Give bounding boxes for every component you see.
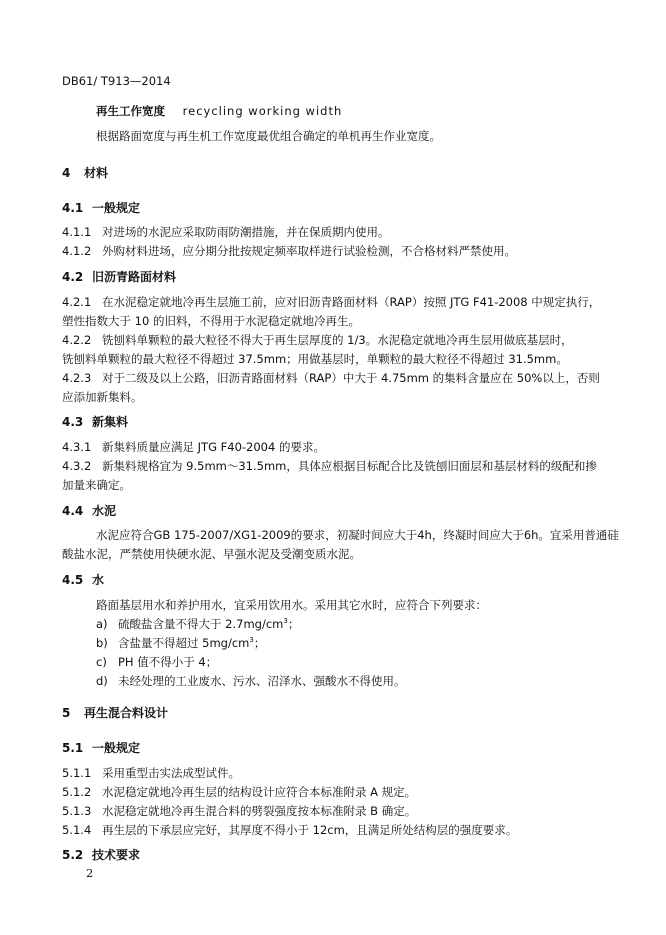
list-marker: b) xyxy=(96,636,108,650)
clause-5-1-3 xyxy=(62,804,416,818)
section-5-2-heading xyxy=(62,848,140,862)
term-title-zh: 再生工作宽度 xyxy=(96,104,165,118)
clause-5-1-4 xyxy=(62,823,517,837)
section-4-3-heading xyxy=(62,415,128,429)
section-4-5-heading xyxy=(62,573,104,587)
clause-5-1-1 xyxy=(62,766,240,780)
superscript: 3 xyxy=(249,636,254,644)
subsection-number: 4.5 xyxy=(62,573,84,587)
section-title: 再生混合料设计 xyxy=(84,706,169,720)
section-number: 5 xyxy=(62,706,71,720)
term-definition: 根据路面宽度与再生机工作宽度最优组合确定的单机再生作业宽度。 xyxy=(96,129,441,143)
paragraph-4-5-intro: 路面基层用水和养护用水，宜采用饮用水。采用其它水时，应符合下列要求： xyxy=(96,598,487,612)
list-text: 未经处理的工业废水、污水、沼泽水、强酸水不得使用。 xyxy=(118,674,406,688)
clause-number: 4.2.1 xyxy=(62,295,92,309)
clause-4-2-3 xyxy=(62,371,600,385)
subsection-title: 水泥 xyxy=(92,504,117,518)
clause-number: 5.1.2 xyxy=(62,785,92,799)
subsection-title: 水 xyxy=(92,573,105,587)
clause-text: 新集料质量应满足 JTG F40-2004 的要求。 xyxy=(102,440,325,454)
section-number: 4 xyxy=(62,166,71,180)
subsection-title: 技术要求 xyxy=(92,848,141,862)
clause-4-1-2 xyxy=(62,244,516,258)
clause-text: 在水泥稳定就地冷再生层施工前，应对旧沥青路面材料（RAP）按照 JTG F41-2008 中规定执行， xyxy=(102,295,601,309)
clause-4-2-2-cont: 铣刨料单颗粒的最大粒径不得超过 37.5mm；用做基层时，单颗粒的最大粒径不得超过 31.5mm。 xyxy=(62,352,568,366)
list-text-tail: ； xyxy=(287,617,300,631)
clause-text: 新集料规格宜为 9.5mm～31.5mm，具体应根据目标配合比及铣刨旧面层和基层材料的级配和掺 xyxy=(102,459,597,473)
subsection-number: 4.1 xyxy=(62,201,84,215)
subsection-number: 4.4 xyxy=(62,504,84,518)
clause-text: 对进场的水泥应采取防雨防潮措施，并在保质期内使用。 xyxy=(102,225,390,239)
subsection-title: 旧沥青路面材料 xyxy=(92,270,177,284)
list-item xyxy=(96,617,299,631)
document-number: DB61/ T913—2014 xyxy=(62,74,171,88)
clause-number: 4.1.1 xyxy=(62,225,92,239)
list-marker: a) xyxy=(96,617,108,631)
clause-4-3-2 xyxy=(62,459,597,473)
clause-text: 外购材料进场，应分期分批按规定频率取样进行试验检测，不合格材料严禁使用。 xyxy=(102,244,516,258)
term-title xyxy=(96,104,342,118)
clause-4-3-1 xyxy=(62,440,325,454)
section-5-heading xyxy=(62,706,168,720)
term-title-en: recycling working width xyxy=(182,104,343,118)
section-4-1-heading xyxy=(62,201,140,215)
subsection-title: 新集料 xyxy=(92,415,129,429)
clause-5-1-2 xyxy=(62,785,416,799)
list-marker: d) xyxy=(96,674,108,688)
subsection-number: 5.1 xyxy=(62,741,84,755)
subsection-title: 一般规定 xyxy=(92,741,141,755)
clause-4-2-2 xyxy=(62,333,573,347)
list-item xyxy=(96,674,406,688)
subsection-title: 一般规定 xyxy=(92,201,141,215)
section-4-2-heading xyxy=(62,270,176,284)
clause-text: 水泥稳定就地冷再生混合料的劈裂强度按本标准附录 B 确定。 xyxy=(102,804,417,818)
clause-text: 水泥稳定就地冷再生层的结构设计应符合本标准附录 A 规定。 xyxy=(102,785,417,799)
page-number: 2 xyxy=(86,866,94,880)
clause-number: 5.1.3 xyxy=(62,804,92,818)
clause-number: 4.3.1 xyxy=(62,440,92,454)
clause-text: 采用重型击实法成型试件。 xyxy=(102,766,240,780)
list-text-tail: ； xyxy=(253,636,266,650)
subsection-number: 4.2 xyxy=(62,270,84,284)
list-text: 含盐量不得超过 5mg/cm xyxy=(118,636,250,650)
clause-4-3-2-cont: 加量来确定。 xyxy=(62,478,131,492)
paragraph-4-4-line2: 酸盐水泥，严禁使用快硬水泥、早强水泥及受潮变质水泥。 xyxy=(62,547,361,561)
paragraph-4-4-line1: 水泥应符合GB 175-2007/XG1-2009的要求，初凝时间应大于4h，终凝时间应大于6h。宜采用普通硅 xyxy=(96,528,619,542)
clause-number: 5.1.4 xyxy=(62,823,92,837)
clause-number: 5.1.1 xyxy=(62,766,92,780)
clause-text: 再生层的下承层应完好，其厚度不得小于 12cm，且满足所处结构层的强度要求。 xyxy=(102,823,518,837)
list-marker: c) xyxy=(96,655,107,669)
list-item xyxy=(96,636,265,650)
superscript: 3 xyxy=(283,617,288,625)
clause-4-2-1 xyxy=(62,295,600,309)
section-title: 材料 xyxy=(84,166,109,180)
subsection-number: 4.3 xyxy=(62,415,84,429)
list-text: 硫酸盐含量不得大于 2.7mg/cm xyxy=(118,617,284,631)
clause-text: 对于二级及以上公路，旧沥青路面材料（RAP）中大于 4.75mm 的集料含量应在 50%以上，否则 xyxy=(102,371,600,385)
clause-number: 4.2.2 xyxy=(62,333,92,347)
section-4-heading xyxy=(62,166,108,180)
list-item xyxy=(96,655,217,669)
clause-number: 4.1.2 xyxy=(62,244,92,258)
clause-4-1-1 xyxy=(62,225,390,239)
clause-text: 铣刨料单颗粒的最大粒径不得大于再生层厚度的 1/3。水泥稳定就地冷再生层用做底基层时， xyxy=(102,333,573,347)
clause-number: 4.2.3 xyxy=(62,371,92,385)
list-text: PH 值不得小于 4； xyxy=(118,655,218,669)
section-5-1-heading xyxy=(62,741,140,755)
clause-4-2-1-cont: 塑性指数大于 10 的旧料，不得用于水泥稳定就地冷再生。 xyxy=(62,314,360,328)
subsection-number: 5.2 xyxy=(62,848,84,862)
section-4-4-heading xyxy=(62,504,116,518)
clause-4-2-3-cont: 应添加新集料。 xyxy=(62,390,143,404)
clause-number: 4.3.2 xyxy=(62,459,92,473)
